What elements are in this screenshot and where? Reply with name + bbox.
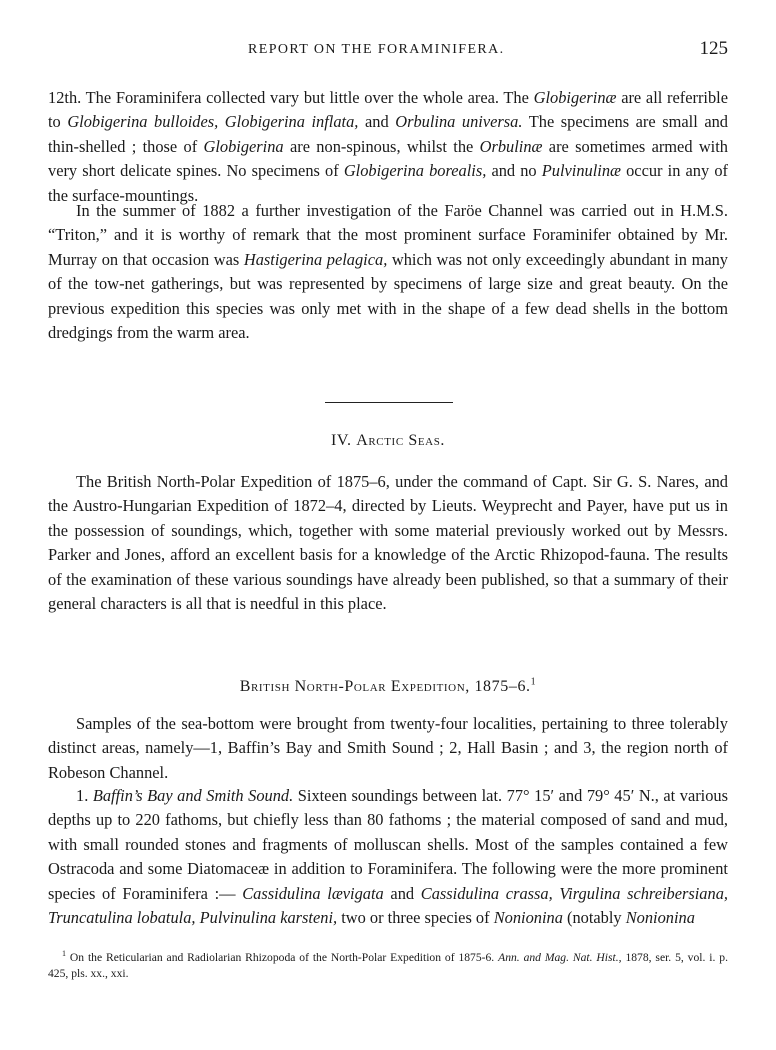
paragraph-baffins-bay: 1. Baffin’s Bay and Smith Sound. Sixteen soundings between lat. 77° 15′ and 79° 45′ N., at various depths up to 220 fathoms, but chiefly less than 80 fathoms ; the material composed of sand and mud, with small rounded stones and fragments of molluscan shells. Most of the samples contained a few Ostracoda and some Diatomaceæ in addition to Foraminifera. The following were the more prominent species of Foraminifera :— Cassidulina lævigata and Cassidulina crassa, Virgulina schreibersiana, Truncatulina lobatula, Pulvinulina karsteni, two or three species of Nonionina (notably Nonionina [48,786,728,928]
section-heading-arctic-seas: IV. Arctic Seas. [330,432,446,449]
page-header [48,38,728,62]
running-title: REPORT ON THE FORAMINIFERA. [248,42,505,57]
page-number: 125 [699,38,728,59]
subsection-heading-north-polar: British North-Polar Expedition, 1875–6.$^1$ [239,676,537,695]
paragraph-triton-1882: In the summer of 1882 a further investigation of the Faröe Channel was carried out in H.M.S. “Triton,” and it is worthy of remark that the most prominent surface Foraminifer obtained by Mr. Murray on that occasion was Hastigerina pelagica, which was not only exceedingly abundant in many of the tow-net gatherings, but was represented by specimens of large size and great beauty. On the previous expedition this species was only met with in the shape of a few dead shells in the bottom dredgings from the warm area. [48,201,728,343]
footnote-marker: 1 [530,676,537,688]
paragraph-arctic-expeditions: The British North-Polar Expedition of 1875–6, under the command of Capt. Sir G. S. Nares, and the Austro-Hungarian Expedition of 1872–4, directed by Lieuts. Weyprecht and Payer, have put us in the possession of soundings, which, together with some material previously worked out by Messrs. Parker and Jones, afford an excellent basis for a knowledge of the Arctic Rhizopod-fauna. The results of the examination of these various soundings have already been published, so that a summary of their general characters is all that is needful in this place. [48,472,728,614]
paragraph-sea-bottom-samples: Samples of the sea-bottom were brought from twenty-four localities, pertaining to three tolerably distinct areas, namely—1, Baffin’s Bay and Smith Sound ; 2, Hall Basin ; and 3, the region north of Robeson Channel. [48,714,728,782]
paragraph-globigerinae: 12th. The Foraminifera collected vary but little over the whole area. The Globigerinæ are all referrible to Globigerina bulloides, Globigerina inflata, and Orbulina universa. The specimens are small and thin-shelled ; those of Globigerina are non-spinous, whilst the Orbulinæ are sometimes armed with very short delicate spines. No specimens of Globigerina borealis, and no Pulvinulinæ occur in any of the surface-mountings. [48,88,728,205]
footnote: $^1$ On the Reticularian and Radiolarian Rhizopoda of the North-Polar Expedition of 1875-6. Ann. and Mag. Nat. Hist., 1878, ser. 5, vol. i. p. 425, pls. xx., xxi. [48,949,728,980]
section-divider [325,402,453,403]
